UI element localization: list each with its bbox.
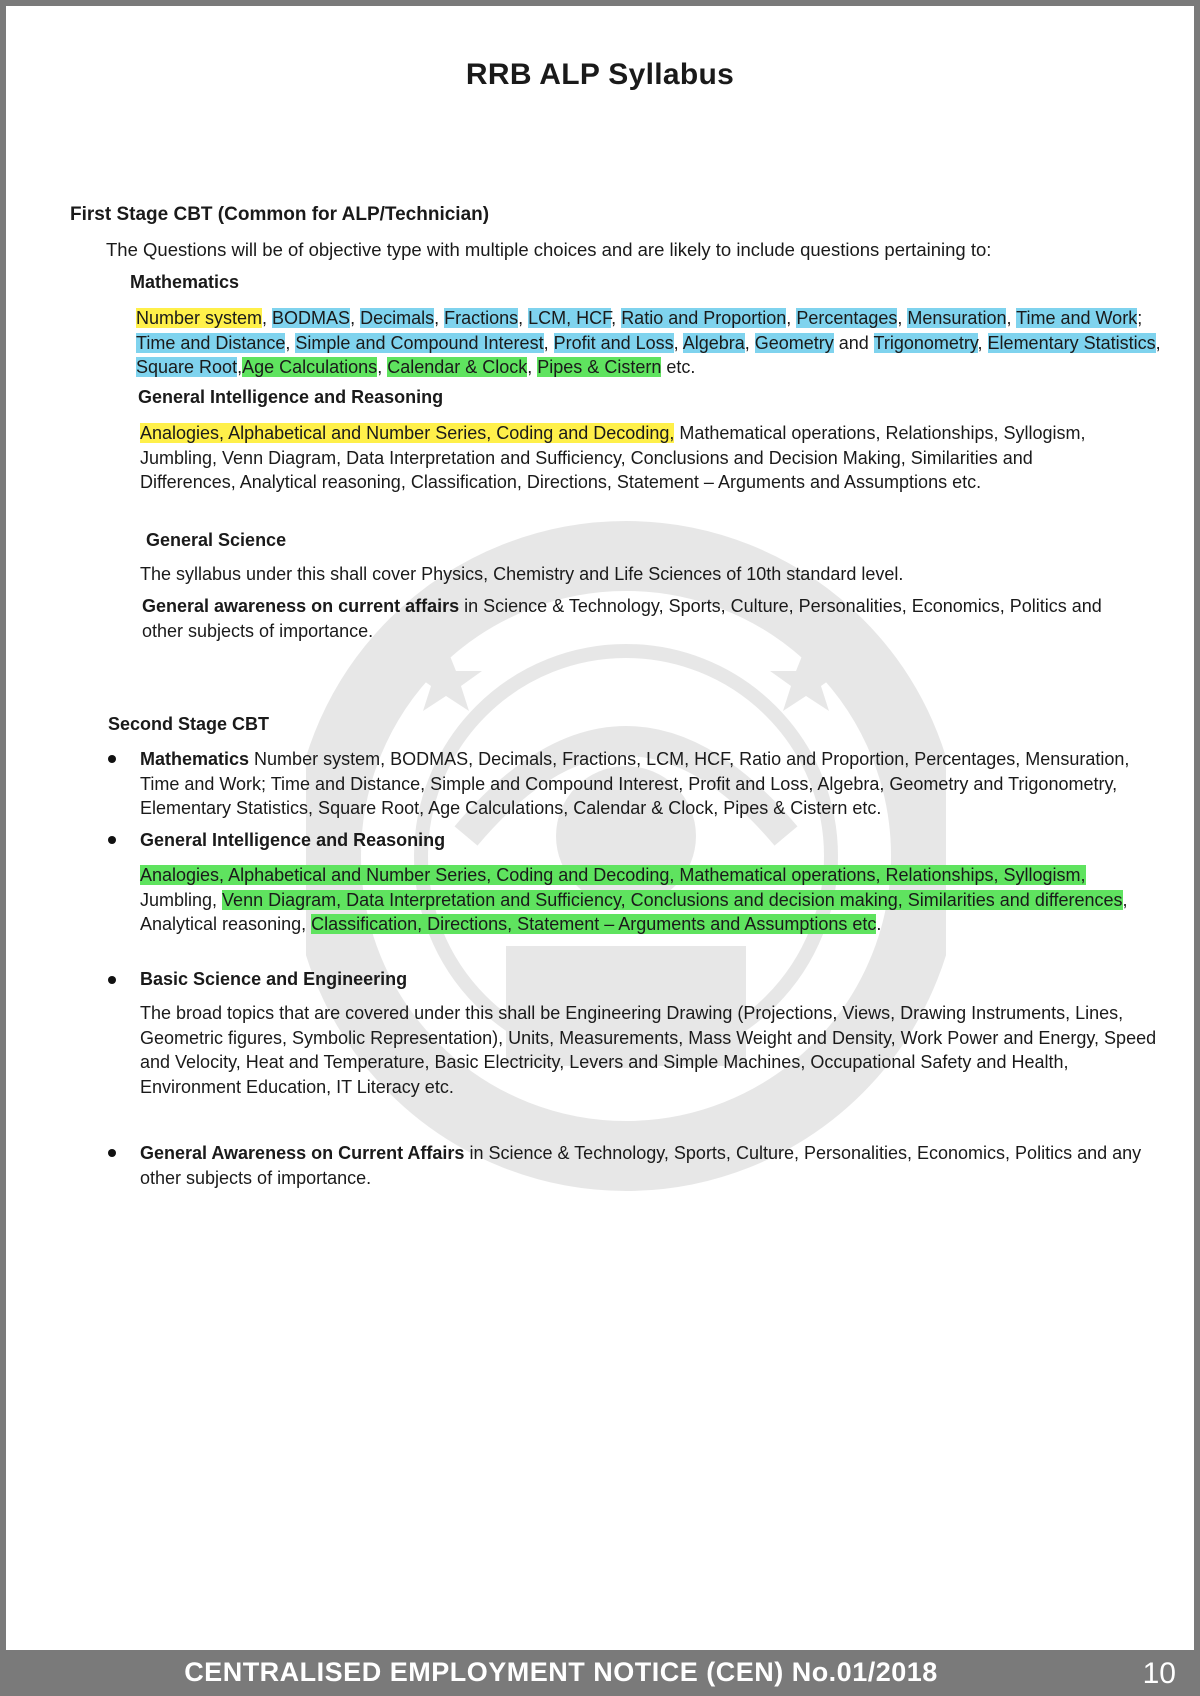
topics-text: Mathematical operations, Relationships, Syllogism, Jumbling, Venn Diagram, Data Interpretation and Sufficiency, Conclusions and Decision Making, Similarities and Differences, Analytical reasoning, Classification, Directions, Statement – Arguments and Assumptions etc. [140, 423, 1086, 492]
separator: , [434, 308, 445, 328]
separator: , [1006, 308, 1017, 328]
second-stage-bse-heading: Basic Science and Engineering [140, 969, 408, 989]
awareness-text: in Science & Technology, Sports, Culture, Personalities, Economics, Politics and other subjects of importance. [142, 596, 1102, 641]
topic: Age Calculations [242, 357, 378, 377]
separator: ; [1137, 308, 1143, 328]
separator: , [527, 357, 538, 377]
separator: , [897, 308, 908, 328]
topic: Mensuration [907, 308, 1007, 328]
topic: Algebra [682, 332, 745, 353]
topic: LCM, HCF [528, 308, 612, 328]
separator: and [833, 332, 874, 353]
topics-text: . [876, 914, 882, 934]
separator: etc. [661, 357, 696, 377]
topic: Profit and Loss [553, 332, 674, 353]
topics-text: Jumbling, [140, 889, 223, 910]
topic: Trigonometry [873, 332, 978, 353]
separator: , [673, 332, 683, 353]
second-stage-bse-text: The broad topics that are covered under this shall be Engineering Drawing (Projections, Views, Drawing Instruments, Lines, Geometric figures, Symbolic Representation), Units, Measurements, Mass Weight and Density, Work Power and Energy, Speed and Velocity, Heat and Temperature, Basic Electricity, Levers and Simple Machines, Occupational Safety and Health, Environment Education, IT Literacy etc. [140, 1003, 1157, 1097]
topics-text: , Analytical reasoning, [140, 889, 1128, 934]
separator: , [744, 332, 755, 353]
footer-bar [6, 1650, 1194, 1696]
math-text: Number system, BODMAS, Decimals, Fractions, LCM, HCF, Ratio and Proportion, Percentages, Mensuration, Time and Work; Time and Distance, Simple and Compound Interest, Profit and Loss, Algebra, Geometry and Trigonometry, Elementary Statistics, Square Root, Age Calculations, Calendar & Clock, Pipes & Cistern etc. [140, 749, 1130, 818]
highlighted-topics: Venn Diagram, Data Interpretation and Sufficiency, Conclusions and decision making, Similarities and differences [222, 889, 1123, 910]
topic: Percentages [796, 308, 898, 328]
page-title: RRB ALP Syllabus [465, 58, 735, 91]
second-stage-gir-heading: General Intelligence and Reasoning [140, 830, 446, 850]
awareness-text: in Science & Technology, Sports, Culture, Personalities, Economics, Politics and any other subjects of importance. [140, 1143, 1142, 1188]
separator: , [518, 308, 529, 328]
topic: Square Root [136, 357, 238, 377]
topic: Time and Distance [136, 332, 286, 353]
first-stage-heading: First Stage CBT (Common for ALP/Technician) [70, 204, 490, 225]
first-stage-awareness [142, 594, 1132, 643]
separator: , [543, 332, 554, 353]
first-stage-math-topics [136, 306, 1166, 380]
first-stage-math-heading: Mathematics [130, 272, 240, 292]
topic: Simple and Compound Interest [295, 332, 544, 353]
topic: Calendar & Clock [387, 357, 528, 377]
second-stage-awareness [140, 1141, 1170, 1190]
separator: , [377, 357, 388, 377]
topic: Time and Work [1016, 308, 1138, 328]
first-stage-gir-topics [140, 421, 1130, 495]
bullet-icon [108, 836, 116, 844]
topic: BODMAS [272, 308, 351, 328]
first-stage-science-text: The syllabus under this shall cover Physics, Chemistry and Life Sciences of 10th standard level. [140, 564, 904, 584]
separator: , [285, 332, 296, 353]
separator: , [350, 308, 361, 328]
topic: Fractions [444, 308, 519, 328]
first-stage-intro: The Questions will be of objective type with multiple choices and are likely to include questions pertaining to: [106, 239, 992, 260]
separator: , [237, 357, 243, 377]
second-stage-heading: Second Stage CBT [108, 714, 270, 734]
topic: Number system [136, 308, 263, 328]
footer-notice: CENTRALISED EMPLOYMENT NOTICE (CEN) No.01/2018 [184, 1657, 938, 1687]
bullet-icon [108, 1149, 116, 1157]
awareness-lead: General Awareness on Current Affairs [140, 1143, 465, 1163]
bullet-icon [108, 755, 116, 763]
separator: , [262, 308, 273, 328]
highlighted-topics: Classification, Directions, Statement – Arguments and Assumptions etc [311, 914, 877, 934]
separator: , [786, 308, 797, 328]
first-stage-science-heading: General Science [146, 530, 287, 550]
highlighted-topics: Analogies, Alphabetical and Number Series, Coding and Decoding, Mathematical operations, Relationships, Syllogism, [140, 865, 1086, 885]
separator: , [977, 332, 988, 353]
topic: Geometry [754, 332, 834, 353]
separator: , [611, 308, 622, 328]
math-lead: Mathematics [140, 749, 250, 769]
page-number: 10 [1142, 1657, 1176, 1690]
topic: Elementary Statistics [987, 332, 1156, 353]
topic: Ratio and Proportion [621, 308, 787, 328]
highlighted-topics: Analogies, Alphabetical and Number Series, Coding and Decoding, [140, 423, 675, 443]
separator: , [1155, 332, 1161, 353]
first-stage-gir-heading: General Intelligence and Reasoning [138, 387, 444, 407]
topic: Pipes & Cistern [537, 357, 662, 377]
second-stage-gir-topics [140, 863, 1130, 937]
second-stage-math [140, 747, 1170, 821]
bullet-icon [108, 976, 116, 984]
topic: Decimals [360, 308, 435, 328]
awareness-lead: General awareness on current affairs [142, 596, 460, 616]
